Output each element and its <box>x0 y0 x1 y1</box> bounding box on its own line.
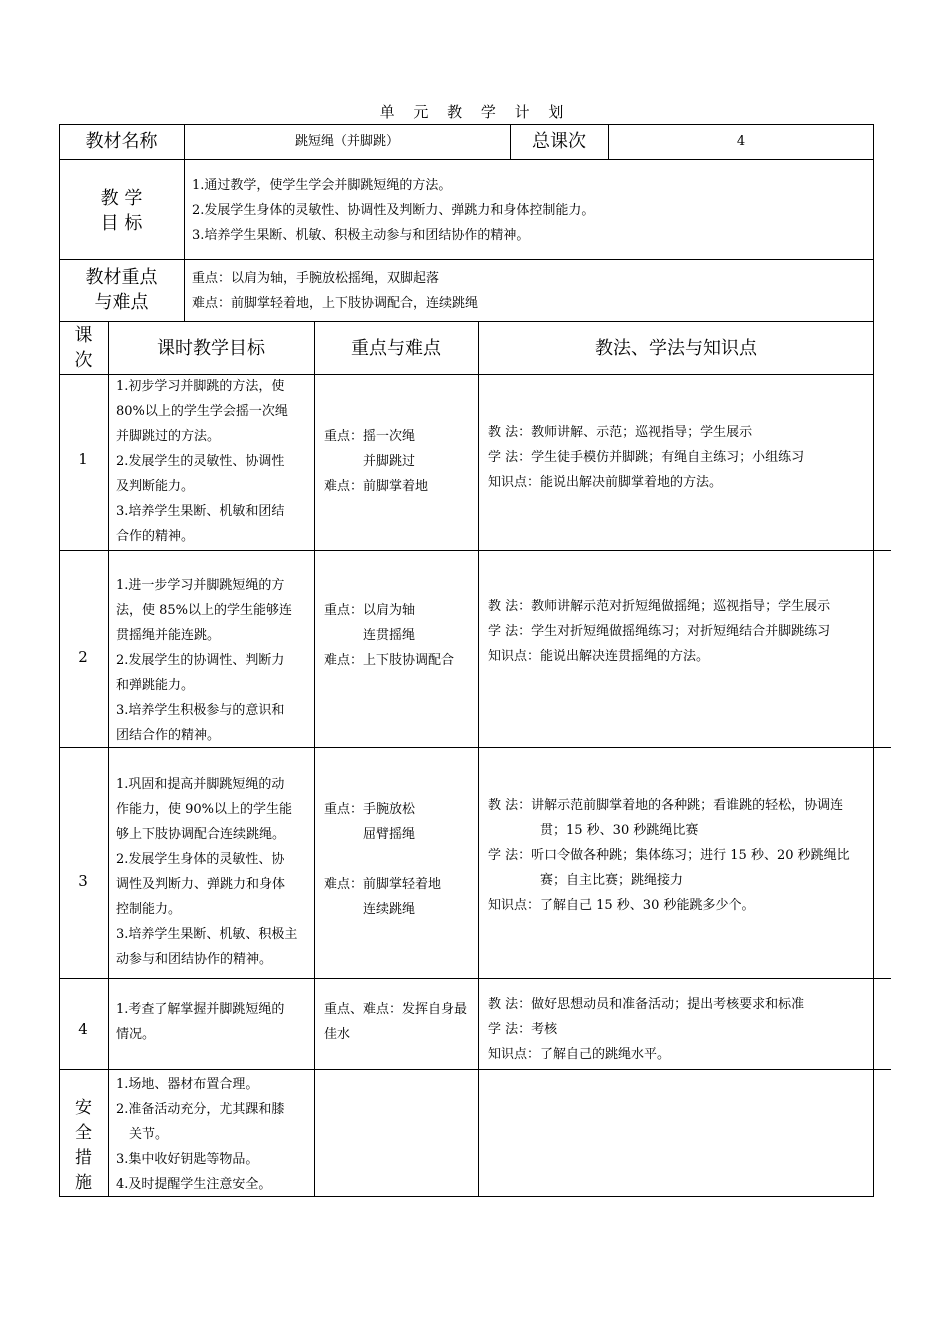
lesson-focus-line: 重点：摇一次绳 <box>324 429 416 444</box>
goal-item: 1.通过教学，使学生学会并脚跳短绳的方法。 <box>192 178 452 193</box>
lesson-goal-line: 1.进一步学习并脚跳短绳的方 <box>116 578 285 593</box>
column-method-header: 教法、学法与知识点 <box>595 338 757 359</box>
lesson-method-line: 知识点：了解自己的跳绳水平。 <box>488 1047 671 1062</box>
safety-item: 3.集中收好钥匙等物品。 <box>116 1152 259 1167</box>
lesson-method-line: 贯；15 秒、30 秒跳绳比赛 <box>488 823 699 838</box>
lesson-method-line: 学 法：考核 <box>488 1022 558 1037</box>
goals-label <box>59 186 184 236</box>
column-lesson-line1: 课 <box>74 325 93 346</box>
lesson-method-line: 教 法：教师讲解、示范；巡视指导；学生展示 <box>488 425 753 440</box>
lesson-goal-line: 1.初步学习并脚跳的方法，使 <box>116 379 285 394</box>
material-name-value: 跳短绳（并脚跳） <box>294 134 399 149</box>
lesson-goal-line: 1.巩固和提高并脚跳短绳的动 <box>116 777 285 792</box>
column-lesson-line2: 次 <box>74 350 93 371</box>
column-goal-header: 课时教学目标 <box>157 338 265 359</box>
lesson-number: 3 <box>78 872 88 890</box>
lesson-method-line: 赛；自主比赛；跳绳接力 <box>488 873 684 888</box>
safety-item: 关节。 <box>116 1127 169 1142</box>
lesson-number: 1 <box>78 450 88 468</box>
goals-label-line2: 目 标 <box>100 213 143 234</box>
lesson-method-line: 学 法：学生对折短绳做摇绳练习；对折短绳结合并脚跳练习 <box>488 624 831 639</box>
safety-label-char: 施 <box>75 1173 92 1193</box>
lesson-focus-line: 并脚跳过 <box>324 454 416 469</box>
total-lessons-value: 4 <box>736 134 746 149</box>
goals-label-line1: 教 学 <box>100 188 143 209</box>
lesson-focus-line: 难点：上下肢协调配合 <box>324 653 455 668</box>
goal-item: 3.培养学生果断、机敏、积极主动参与和团结协作的精神。 <box>192 228 530 243</box>
lesson-goal-line: 情况。 <box>116 1027 156 1042</box>
lesson-goal-line: 及判断能力。 <box>116 479 195 494</box>
goal-item: 2.发展学生身体的灵敏性、协调性及判断力、弹跳力和身体控制能力。 <box>192 203 595 218</box>
document-title: 单 元 教 学 计 划 <box>379 103 571 121</box>
lesson-method-line: 教 法：讲解示范前脚掌着地的各种跳；看谁跳的轻松，协调连 <box>488 798 844 813</box>
lesson-method-line: 学 法：学生徒手模仿并脚跳；有绳自主练习；小组练习 <box>488 450 805 465</box>
lesson-method-line: 知识点：了解自己 15 秒、30 秒能跳多少个。 <box>488 898 755 913</box>
lesson-focus-line: 屈臂摇绳 <box>324 827 416 842</box>
keypoint-item: 重点：以肩为轴，手腕放松摇绳，双脚起落 <box>192 271 440 286</box>
lesson-goal-line: 团结合作的精神。 <box>116 728 221 743</box>
lesson-goal-line: 调性及判断力、弹跳力和身体 <box>116 877 286 892</box>
lesson-goal-line: 法，使 85%以上的学生能够连 <box>116 603 293 618</box>
lesson-number: 4 <box>78 1020 88 1038</box>
lesson-goal-line: 3.培养学生果断、机敏、积极主 <box>116 927 298 942</box>
lesson-goal-line: 80%以上的学生学会摇一次绳 <box>116 404 288 419</box>
lesson-goal-line: 3.培养学生积极参与的意识和 <box>116 703 285 718</box>
column-lesson-header <box>59 323 108 373</box>
lesson-focus-line: 重点、难点：发挥自身最 <box>324 1002 468 1017</box>
lesson-focus-line: 连续跳绳 <box>324 902 416 917</box>
lesson-method-line: 教 法：教师讲解示范对折短绳做摇绳；巡视指导；学生展示 <box>488 599 831 614</box>
lesson-focus-line: 佳水 <box>324 1027 351 1042</box>
lesson-method-line: 学 法：听口令做各种跳；集体练习；进行 15 秒、20 秒跳绳比 <box>488 848 850 863</box>
lesson-goal-line: 作能力，使 90%以上的学生能 <box>116 802 293 817</box>
lesson-goal-line: 1.考查了解掌握并脚跳短绳的 <box>116 1002 285 1017</box>
lesson-method-line: 教 法：做好思想动员和准备活动；提出考核要求和标准 <box>488 997 805 1012</box>
keypoints-label-line1: 教材重点 <box>85 267 158 288</box>
total-lessons-label: 总课次 <box>532 131 586 152</box>
safety-item: 4.及时提醒学生注意安全。 <box>116 1177 272 1192</box>
lesson-goal-line: 贯摇绳并能连跳。 <box>116 628 221 643</box>
lesson-focus-line: 重点：以肩为轴 <box>324 603 416 618</box>
lesson-goal-line: 2.发展学生身体的灵敏性、协 <box>116 852 285 867</box>
lesson-goal-line: 合作的精神。 <box>116 529 195 544</box>
lesson-goal-line: 2.发展学生的协调性、判断力 <box>116 653 285 668</box>
lesson-goal-line: 2.发展学生的灵敏性、协调性 <box>116 454 285 469</box>
keypoints-label <box>59 265 184 315</box>
lesson-goal-line: 和弹跳能力。 <box>116 678 195 693</box>
lesson-number: 2 <box>78 648 88 666</box>
safety-item: 2.准备活动充分，尤其踝和膝 <box>116 1102 285 1117</box>
safety-label-char: 全 <box>75 1123 92 1143</box>
lesson-focus-line: 难点：前脚掌轻着地 <box>324 877 442 892</box>
column-focus-header: 重点与难点 <box>351 338 441 359</box>
lesson-goal-line: 控制能力。 <box>116 902 182 917</box>
safety-label-char: 措 <box>75 1148 92 1168</box>
safety-item: 1.场地、器材布置合理。 <box>116 1077 259 1092</box>
lesson-goal-line: 3.培养学生果断、机敏和团结 <box>116 504 285 519</box>
keypoint-item: 难点：前脚掌轻着地，上下肢协调配合，连续跳绳 <box>192 296 479 311</box>
lesson-goal-line: 够上下肢协调配合连续跳绳。 <box>116 827 286 842</box>
lesson-method-line: 知识点：能说出解决前脚掌着地的方法。 <box>488 475 723 490</box>
safety-label <box>59 1096 108 1196</box>
lesson-goal-line: 并脚跳过的方法。 <box>116 429 221 444</box>
lesson-method-line: 知识点：能说出解决连贯摇绳的方法。 <box>488 649 710 664</box>
lesson-goal-line: 动参与和团结协作的精神。 <box>116 952 273 967</box>
keypoints-label-line2: 与难点 <box>94 292 149 313</box>
safety-label-char: 安 <box>75 1098 92 1118</box>
lesson-focus-line: 难点：前脚掌着地 <box>324 479 429 494</box>
lesson-focus-line: 重点：手腕放松 <box>324 802 416 817</box>
material-name-label: 教材名称 <box>85 131 158 152</box>
lesson-focus-line: 连贯摇绳 <box>324 628 416 643</box>
